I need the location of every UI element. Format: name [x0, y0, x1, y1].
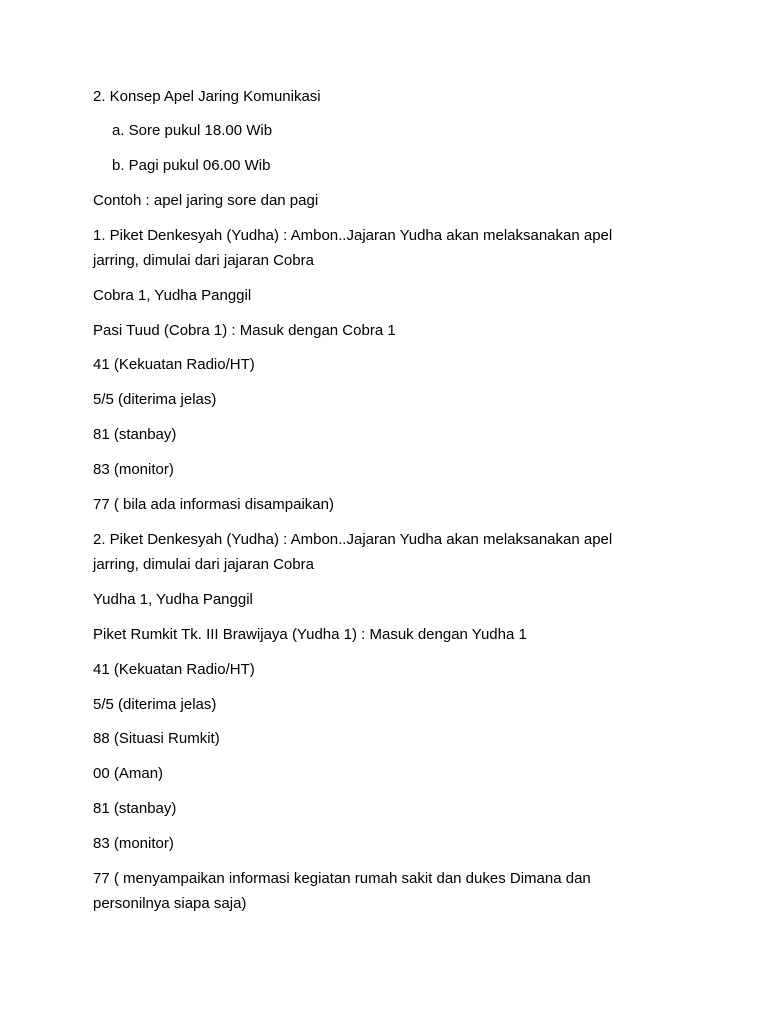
list-item-pagi: b. Pagi pukul 06.00 Wib	[112, 157, 271, 174]
section-heading: 2. Konsep Apel Jaring Komunikasi	[93, 88, 321, 105]
paragraph-code-77-b: 77 ( menyampaikan informasi kegiatan rumah sakit dan dukes Dimana dan personilnya siapa saja)	[93, 870, 591, 912]
paragraph-code-77: 77 ( bila ada informasi disampaikan)	[93, 496, 334, 513]
paragraph-code-41: 41 (Kekuatan Radio/HT)	[93, 356, 255, 373]
paragraph-code-83-b: 83 (monitor)	[93, 835, 174, 852]
paragraph-piket-rumkit: Piket Rumkit Tk. III Brawijaya (Yudha 1) : Masuk dengan Yudha 1	[93, 626, 527, 643]
paragraph-code-41-b: 41 (Kekuatan Radio/HT)	[93, 661, 255, 678]
paragraph-code-81: 81 (stanbay)	[93, 426, 177, 443]
paragraph-yudha-call: Yudha 1, Yudha Panggil	[93, 591, 253, 608]
paragraph-code-55: 5/5 (diterima jelas)	[93, 391, 217, 408]
paragraph-code-88: 88 (Situasi Rumkit)	[93, 730, 220, 747]
paragraph-code-83: 83 (monitor)	[93, 461, 174, 478]
paragraph-piket-2: 2. Piket Denkesyah (Yudha) : Ambon..Jajaran Yudha akan melaksanakan apel jarring, dimulai dari jajaran Cobra	[93, 531, 613, 573]
paragraph-code-55-b: 5/5 (diterima jelas)	[93, 696, 217, 713]
example-label: Contoh : apel jaring sore dan pagi	[93, 192, 319, 209]
paragraph-pasi-tuud: Pasi Tuud (Cobra 1) : Masuk dengan Cobra 1	[93, 322, 396, 339]
paragraph-code-81-b: 81 (stanbay)	[93, 800, 177, 817]
list-item-sore: a. Sore pukul 18.00 Wib	[112, 122, 273, 139]
paragraph-code-00: 00 (Aman)	[93, 765, 164, 782]
paragraph-cobra-call: Cobra 1, Yudha Panggil	[93, 287, 252, 304]
paragraph-piket-1: 1. Piket Denkesyah (Yudha) : Ambon..Jajaran Yudha akan melaksanakan apel jarring, dimulai dari jajaran Cobra	[93, 227, 613, 269]
